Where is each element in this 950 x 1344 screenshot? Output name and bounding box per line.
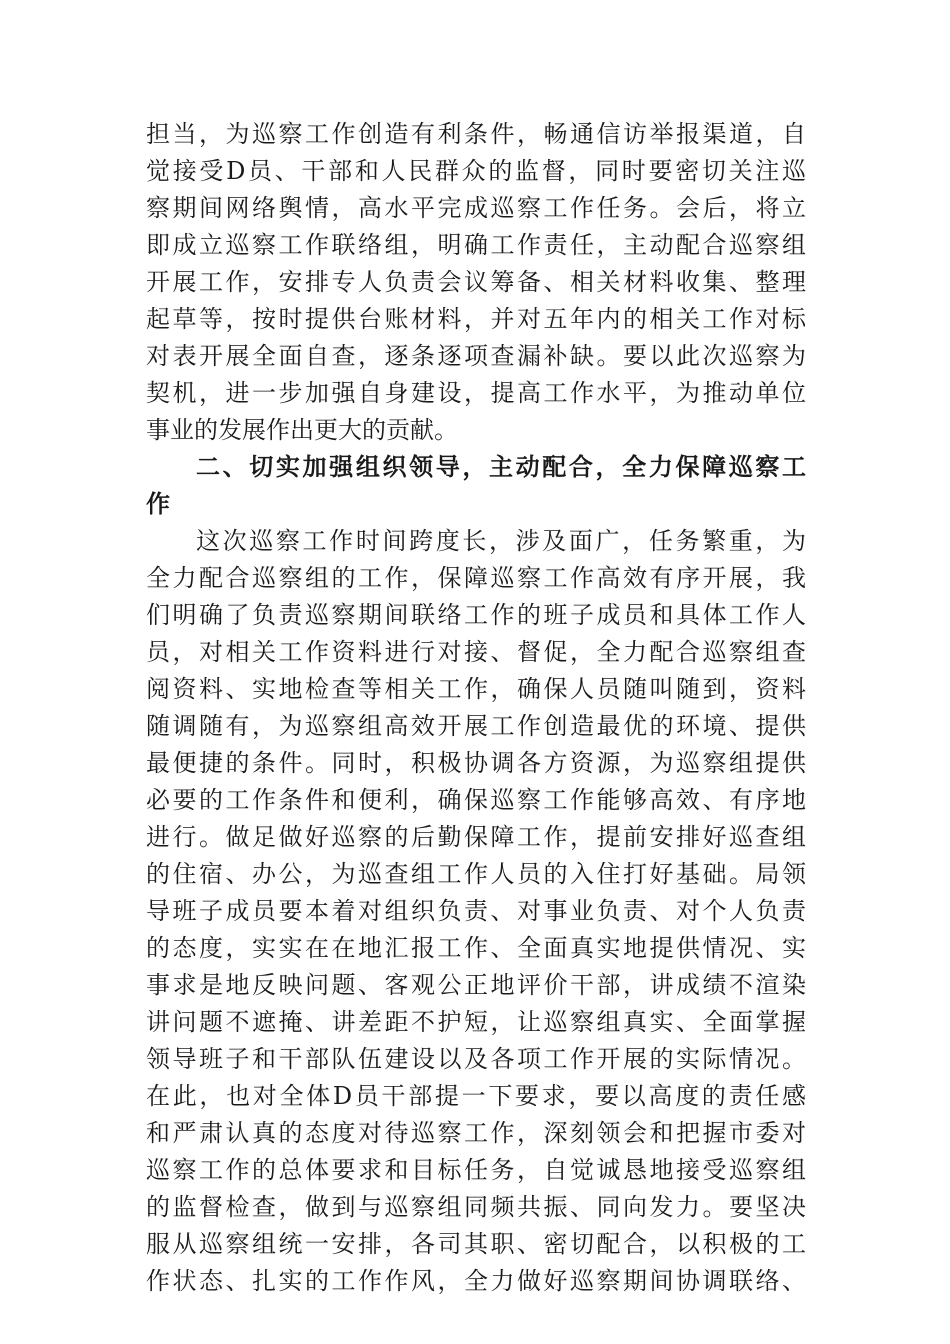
text-line: 事业的发展作出更大的贡献。	[146, 416, 458, 444]
section-heading	[146, 449, 806, 523]
paragraph-2	[146, 523, 806, 1300]
text-line: 开展工作，安排专人负责会议筹备、相关材料收集、整理	[146, 268, 806, 296]
text-line: 作状态、扎实的工作作风，全力做好巡察期间协调联络、	[146, 1267, 806, 1295]
text-line: 觉接受D员、干部和人民群众的监督，同时要密切关注巡	[146, 157, 806, 185]
text-line: 导班子成员要本着对组织负责、对事业负责、对个人负责	[146, 897, 806, 925]
text-line: 和严肃认真的态度对待巡察工作，深刻领会和把握市委对	[146, 1119, 806, 1147]
paragraph-1	[146, 116, 806, 449]
text-line: 担当，为巡察工作创造有利条件，畅通信访举报渠道，自	[146, 120, 806, 148]
text-line: 巡察工作的总体要求和目标任务，自觉诚恳地接受巡察组	[146, 1156, 806, 1184]
text-line: 随调随有，为巡察组高效开展工作创造最优的环境、提供	[146, 712, 806, 740]
text-line: 的监督检查，做到与巡察组同频共振、同向发力。要坚决	[146, 1193, 806, 1221]
text-line: 契机，进一步加强自身建设，提高工作水平，为推动单位	[146, 379, 806, 407]
text-line: 最便捷的条件。同时，积极协调各方资源，为巡察组提供	[146, 749, 806, 777]
text-line: 领导班子和干部队伍建设以及各项工作开展的实际情况。	[146, 1045, 806, 1073]
text-line: 进行。做足做好巡察的后勤保障工作，提前安排好巡查组	[146, 823, 806, 851]
text-line: 讲问题不遮掩、讲差距不护短，让巡察组真实、全面掌握	[146, 1008, 806, 1036]
text-line: 们明确了负责巡察期间联络工作的班子成员和具体工作人	[146, 601, 806, 629]
text-line: 的住宿、办公，为巡查组工作人员的入住打好基础。局领	[146, 860, 806, 888]
text-line: 起草等，按时提供台账材料，并对五年内的相关工作对标	[146, 305, 806, 333]
text-line: 全力配合巡察组的工作，保障巡察工作高效有序开展，我	[146, 564, 806, 592]
text-line: 阅资料、实地检查等相关工作，确保人员随叫随到，资料	[146, 675, 806, 703]
text-line: 对表开展全面自查，逐条逐项查漏补缺。要以此次巡察为	[146, 342, 806, 370]
text-line: 在此，也对全体D员干部提一下要求，要以高度的责任感	[146, 1082, 806, 1110]
document-body	[146, 116, 806, 1300]
text-line: 服从巡察组统一安排，各司其职、密切配合，以积极的工	[146, 1230, 806, 1258]
text-line: 必要的工作条件和便利，确保巡察工作能够高效、有序地	[146, 786, 806, 814]
heading-line: 二、切实加强组织领导，主动配合，全力保障巡察工	[196, 453, 806, 481]
text-line: 员，对相关工作资料进行对接、督促，全力配合巡察组查	[146, 638, 806, 666]
text-line: 这次巡察工作时间跨度长，涉及面广，任务繁重，为	[196, 527, 806, 555]
heading-line: 作	[146, 490, 170, 518]
text-line: 即成立巡察工作联络组，明确工作责任，主动配合巡察组	[146, 231, 806, 259]
text-line: 事求是地反映问题、客观公正地评价干部，讲成绩不渲染	[146, 971, 806, 999]
text-line: 察期间网络舆情，高水平完成巡察工作任务。会后，将立	[146, 194, 806, 222]
text-line: 的态度，实实在在地汇报工作、全面真实地提供情况、实	[146, 934, 806, 962]
